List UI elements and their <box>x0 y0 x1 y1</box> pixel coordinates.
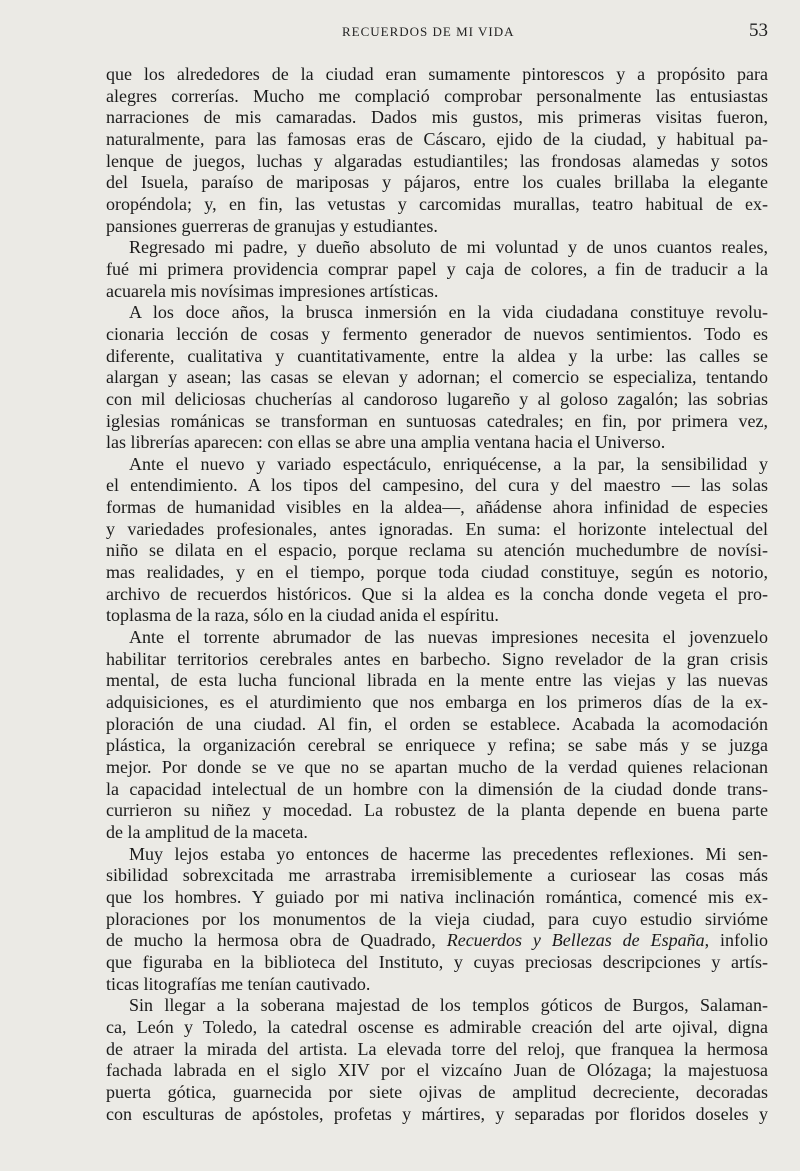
text-line: del Isuela, paraíso de mariposas y pájaros, entre los cuales brillaba la elegante <box>106 172 768 193</box>
text-line: la capacidad intelectual de un hombre con la dimensión de la ciudad donde trans- <box>106 778 768 799</box>
text-line: el entendimiento. A los tipos del campesino, del cura y del maestro — las solas <box>106 475 768 496</box>
text-line: de la amplitud de la maceta. <box>106 821 308 842</box>
text-line: fué mi primera providencia comprar papel y caja de colores, a fin de traducir a la <box>106 258 768 279</box>
text-line: naturalmente, para las famosas eras de Cáscaro, ejido de la ciudad, y habitual pa- <box>106 128 768 149</box>
text-line: toplasma de la raza, sólo en la ciudad anida el espíritu. <box>106 605 499 626</box>
text-line: puerta gótica, guarnecida por siete ojivas de amplitud decreciente, decoradas <box>106 1081 768 1102</box>
text-line: narraciones de mis camaradas. Dados mis gustos, mis primeras visitas fueron, <box>106 107 768 128</box>
text-line: adquisiciones, es el aturdimiento que nos embarga en los primeros días de la ex- <box>106 692 768 713</box>
running-head: RECUERDOS DE MI VIDA <box>342 24 515 39</box>
text-line: que los hombres. Y guiado por mi nativa inclinación romántica, comencé mis ex- <box>106 886 768 907</box>
text-line: que los alrededores de la ciudad eran sumamente pintorescos y a propósito para <box>106 64 768 84</box>
text-line: diferente, cualitativa y cuantitativamente, entre la aldea y la urbe: las calles se <box>106 345 768 366</box>
text-line: pansiones guerreras de granujas y estudiantes. <box>106 215 438 236</box>
text-line: lenque de juegos, luchas y algaradas estudiantiles; las frondosas alamedas y sotos <box>106 150 768 171</box>
text-line: alargan y asean; las casas se elevan y adornan; el comercio se especializa, tentando <box>106 367 768 388</box>
text-line: ticas litografías me tenían cautivado. <box>106 973 371 994</box>
text-line: fachada labrada en el siglo XIV por el vizcaíno Juan de Olózaga; la majestuosa <box>106 1060 768 1081</box>
book-title: Recuerdos y Bellezas de España <box>446 930 705 951</box>
text-line: currieron su niñez y mocedad. La robustez de la planta depende en buena parte <box>106 800 768 821</box>
text-line: de atraer la mirada del artista. La elevada torre del reloj, que franquea la hermosa <box>106 1038 768 1059</box>
body-text <box>106 64 768 1125</box>
text-line: Muy lejos estaba yo entonces de hacerme las precedentes reflexiones. Mi sen- <box>129 843 768 864</box>
text-line: Ante el nuevo y variado espectáculo, enriquécense, a la par, la sensibilidad y <box>129 453 768 474</box>
text-line: ca, León y Toledo, la catedral oscense es admirable creación del arte ojival, digna <box>106 1016 768 1037</box>
text-line: archivo de recuerdos históricos. Que si la aldea es la concha donde vegeta el pro- <box>106 583 768 604</box>
text-line: y variedades profesionales, antes ignoradas. En suma: el horizonte intelectual del <box>106 518 768 539</box>
text-line: formas de humanidad visibles en la aldea—, añádense ahora infinidad de especies <box>106 497 768 518</box>
text-line: con esculturas de apóstoles, profetas y mártires, y separadas por floridos doseles y <box>106 1103 768 1124</box>
text-line: plástica, la organización cerebral se enriquece y refina; se sabe más y se juzga <box>106 735 768 756</box>
text-line: cionaria lección de cosas y fermento generador de nuevos sentimientos. Todo es <box>106 323 768 344</box>
text-line: oropéndola; y, en fin, las vetustas y carcomidas murallas, teatro habitual de ex- <box>106 193 768 214</box>
text-line: las librerías aparecen: con ellas se abre una amplia ventana hacia el Universo. <box>106 432 666 453</box>
text-line: Regresado mi padre, y dueño absoluto de mi voluntad y de unos cuantos reales, <box>129 237 768 258</box>
text-line: Sin llegar a la soberana majestad de los templos góticos de Burgos, Salaman- <box>129 995 768 1016</box>
text-line: Ante el torrente abrumador de las nuevas impresiones necesita el jovenzuelo <box>129 627 768 648</box>
text-line: mental, de esta lucha funcional librada en la mente entre las viejas y las nuevas <box>106 670 768 691</box>
text-line: sibilidad sobrexcitada me arrastraba irremisiblemente a curiosear las cosas más <box>106 865 768 886</box>
text-line: con mil deliciosas chucherías al candoroso lugareño y al goloso zagalón; las sobrias <box>106 388 768 409</box>
page-number: 53 <box>749 20 768 41</box>
text-line: acuarela mis novísimas impresiones artísticas. <box>106 280 439 301</box>
text-line: ploración de una ciudad. Al fin, el orden se establece. Acabada la acomodación <box>106 713 768 734</box>
text-line: alegres correrías. Mucho me complació comprobar personalmente las entusiastas <box>106 85 768 106</box>
text-line: de mucho la hermosa obra de Quadrado, Recuerdos y Bellezas de España, infolio <box>106 930 768 951</box>
text-line: A los doce años, la brusca inmersión en la vida ciudadana constituye revolu- <box>129 302 768 323</box>
text-line: mas realidades, y en el tiempo, porque toda ciudad constituye, según es notorio, <box>106 562 768 583</box>
text-line: iglesias románicas se transforman en suntuosas catedrales; en fin, por primera vez, <box>106 410 768 431</box>
text-line: habilitar territorios cerebrales antes en barbecho. Signo revelador de la gran crisis <box>106 648 768 669</box>
text-line: ploraciones por los monumentos de la vieja ciudad, para cuyo estudio sirvióme <box>106 908 768 929</box>
text-line: niño se dilata en el espacio, porque reclama su atención muchedumbre de novísi- <box>106 540 768 561</box>
text-line: mejor. Por donde se ve que no se apartan mucho de la verdad quienes relacionan <box>106 757 768 777</box>
text-line: que figuraba en la biblioteca del Instituto, y cuyas preciosas descripciones y artís- <box>106 951 768 972</box>
